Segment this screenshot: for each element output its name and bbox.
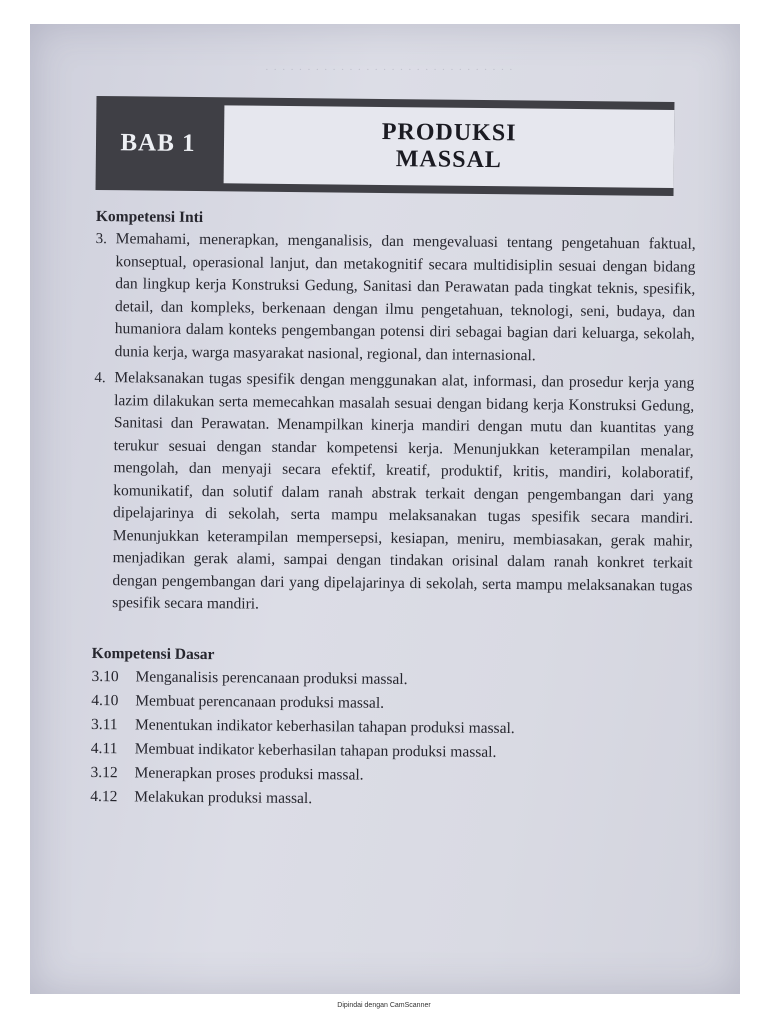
chapter-title-line2: MASSAL: [395, 146, 503, 174]
kompetensi-dasar-heading: Kompetensi Dasar: [91, 644, 215, 663]
bleed-through-text: · · · · · · · · · · · · · · · · · · · · · · · · · · · · · ·: [265, 64, 514, 76]
kompetensi-inti-item: [95, 228, 696, 369]
kd-text: Melakukan produksi massal.: [134, 787, 313, 807]
kd-number: 3.12: [90, 763, 118, 781]
kd-text: Menentukan indikator keberhasilan tahapan produksi massal.: [134, 715, 515, 737]
kd-number: 4.11: [90, 739, 118, 757]
scanned-page: [30, 24, 740, 994]
kd-text: Menganalisis perencanaan produksi massal.: [135, 667, 408, 688]
kd-number: 3.10: [91, 667, 119, 685]
kompetensi-dasar-item: [90, 784, 690, 814]
kompetensi-inti-heading: Kompetensi Inti: [95, 208, 204, 227]
item-number: 3.: [95, 230, 108, 248]
page-body: [90, 208, 696, 814]
kd-text: Menerapkan proses produksi massal.: [134, 763, 364, 784]
item-text: Memahami, menerapkan, menganalisis, dan mengevaluasi tentang pengetahuan faktual, konseptual, operasional lanjut, dan metakognitif secara multidisiplin sesuai dengan bidang dan lingkup kerja Konstruksi Gedung, Sanitasi dan Perawatan pada tingkat teknis, spesifik, detail, dan kompleks, berkenaan dengan ilmu pengetahuan, teknologi, seni, budaya, dan humaniora dalam konteks pengembangan potensi diri sebagai bagian dari keluarga, sekolah, dunia kerja, warga masyarakat nasional, regional, dan internasional.: [114, 230, 696, 364]
item-number: 4.: [94, 369, 106, 387]
chapter-label: BAB 1: [120, 129, 196, 158]
kompetensi-inti-item: [92, 367, 694, 620]
chapter-title-line1: PRODUKSI: [381, 118, 517, 147]
chapter-title: [224, 105, 675, 188]
chapter-banner: [96, 96, 675, 196]
kd-number: 4.10: [91, 691, 119, 709]
kd-text: Membuat perencanaan produksi massal.: [135, 691, 385, 712]
kd-text: Membuat indikator keberhasilan tahapan produksi massal.: [134, 739, 497, 761]
kd-number: 4.12: [90, 787, 118, 805]
kompetensi-dasar-list: [90, 664, 691, 814]
item-text: Melaksanakan tugas spesifik dengan menggunakan alat, informasi, dan prosedur kerja yang lazim dilakukan serta memecahkan masalah sesuai dengan bidang kerja Konstruksi Gedung, Sanitasi dan Perawatan. Menampilkan kinerja mandiri dengan mutu dan kuantitas yang terukur sesuai dengan standar kompetensi kerja. Menunjukkan keterampilan menalar, mengolah, dan menyaji secara efektif, kreatif, produktif, kritis, mandiri, kolaboratif, komunikatif, dan solutif dalam ranah abstrak terkait dengan pengembangan dari yang dipelajarinya di sekolah, serta mampu melaksanakan tugas spesifik secara mandiri. Menunjukkan keterampilan mempersepsi, kesiapan, meniru, membiasakan, gerak mahir, menjadikan gerak alami, sampai dengan tindakan orisinal dalam ranah konkret terkait dengan pengembangan dari yang dipelajarinya di sekolah, serta mampu melaksanakan tugas spesifik secara mandiri.: [112, 369, 695, 613]
kd-number: 3.11: [90, 715, 118, 733]
scanner-watermark: Dipindai dengan CamScanner: [337, 1002, 431, 1009]
